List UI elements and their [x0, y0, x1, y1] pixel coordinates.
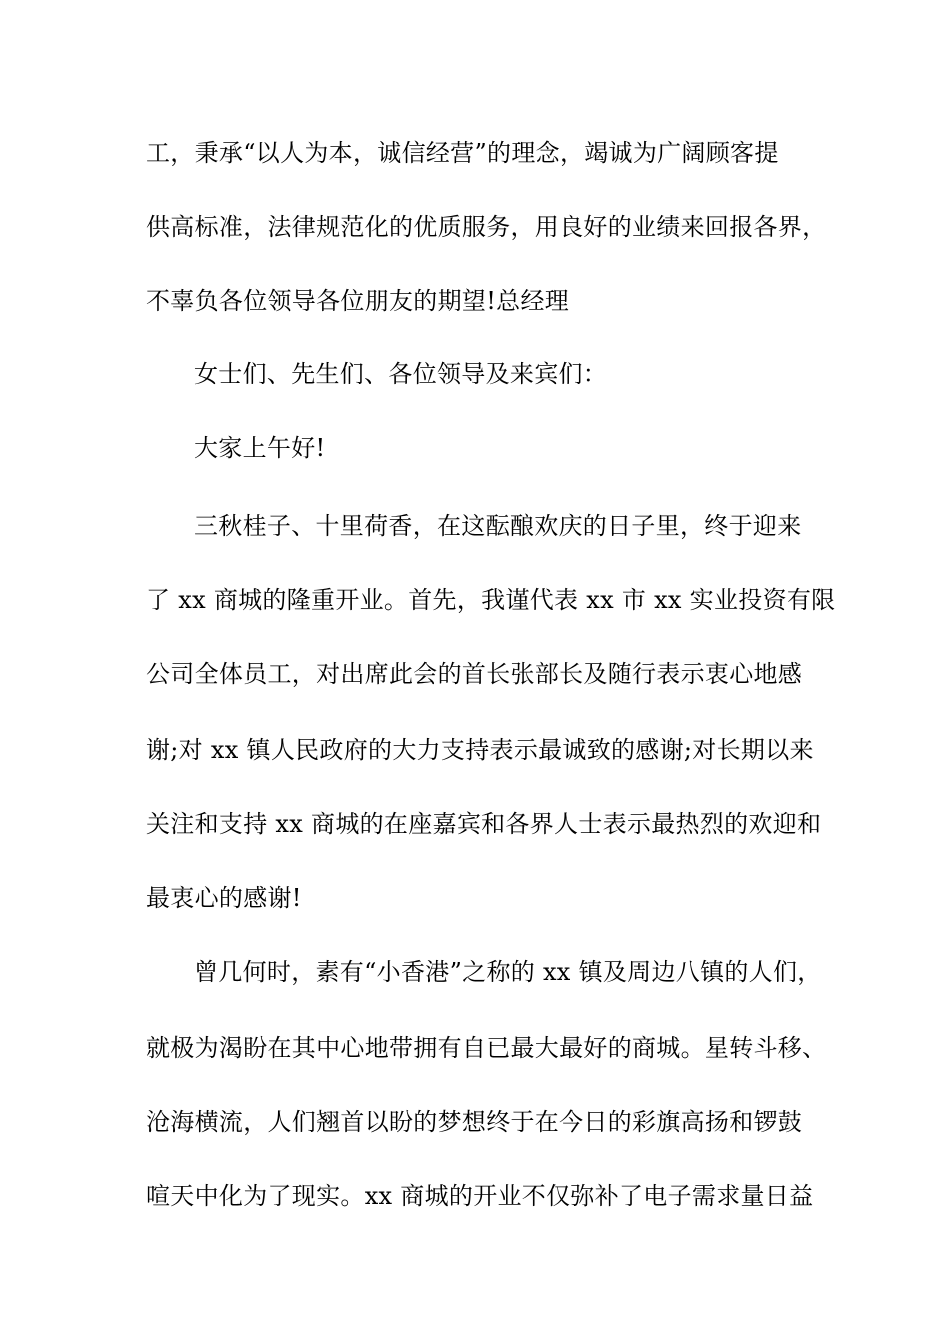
- text-line: 公司全体员工，对出席此会的首长张部长及随行表示衷心地感: [146, 660, 803, 688]
- text-line: 沧海横流，人们翘首以盼的梦想终于在今日的彩旗高扬和锣鼓: [146, 1108, 803, 1136]
- text-line: 不辜负各位领导各位朋友的期望!总经理: [146, 287, 570, 315]
- text-line: 最衷心的感谢!: [146, 884, 302, 912]
- text-line: 就极为渴盼在其中心地带拥有自已最大最好的商城。星转斗移、: [146, 1034, 827, 1062]
- text-line: 关注和支持 xx 商城的在座嘉宾和各界人士表示最热烈的欢迎和: [146, 810, 822, 838]
- text-line: 供高标准，法律规范化的优质服务，用良好的业绩来回报各界，: [146, 213, 827, 241]
- text-line: 了 xx 商城的隆重开业。首先，我谨代表 xx 市 xx 实业投资有限: [146, 586, 836, 614]
- text-line: 大家上午好!: [194, 434, 326, 462]
- text-line: 女士们、先生们、各位领导及来宾们：: [194, 360, 608, 388]
- text-line: 工，秉承“以人为本，诚信经营”的理念，竭诚为广阔顾客提: [146, 139, 779, 167]
- text-line: 三秋桂子、十里荷香，在这酝酿欢庆的日子里，终于迎来: [194, 512, 802, 540]
- text-line: 喧天中化为了现实。xx 商城的开业不仅弥补了电子需求量日益: [146, 1182, 814, 1210]
- text-line: 谢;对 xx 镇人民政府的大力支持表示最诚致的感谢;对长期以来: [146, 736, 814, 764]
- text-line: 曾几何时，素有“小香港”之称的 xx 镇及周边八镇的人们，: [194, 958, 822, 986]
